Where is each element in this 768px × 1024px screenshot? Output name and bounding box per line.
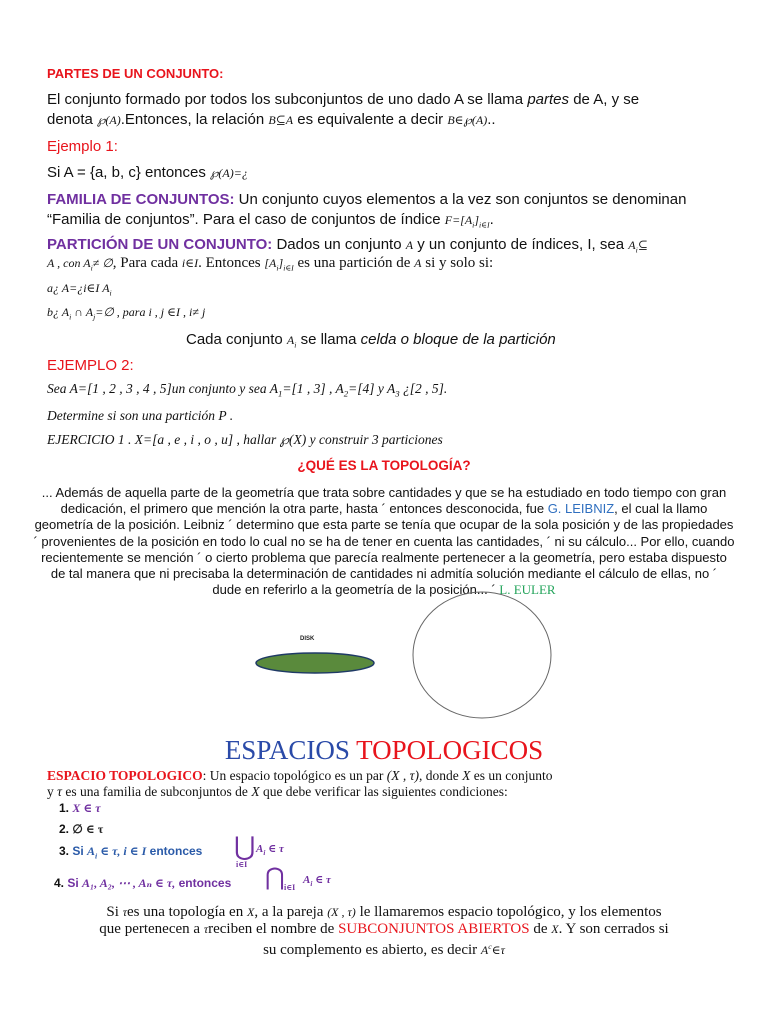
union-symbol: ⋃ [234, 832, 256, 861]
ejemplo2-line1: Sea A=[1 , 2 , 3 , 4 , 5]un conjunto y sea $A_1=[1$ , 3] , $A_2=[4]$ y $A_3$ ¿[2 , 5]. [47, 381, 448, 399]
intersection-symbol: ⋂ [265, 865, 285, 891]
union-rhs: $A_i$ ∈ τ [256, 843, 284, 858]
partes-line2: denota ℘(A).Entonces, la relación B⊆A es equivalente a decir B∈℘(A).. [47, 111, 496, 128]
cond-2: 2. ∅ ∈ τ [59, 822, 104, 836]
espacio-def-line1: ESPACIO TOPOLOGICO: Un espacio topológico es un par (X , τ), donde X es un conjunto [47, 768, 553, 783]
intersection-sub: i∈I [284, 883, 296, 892]
intersection-rhs: $A_i$ ∈ τ [303, 874, 331, 889]
ejemplo2-heading: EJEMPLO 2: [47, 357, 134, 374]
espacios-title: ESPACIOS TOPOLOGICOS [224, 735, 544, 765]
ejemplo2-ejercicio: EJERCICIO 1 . X=[a , e , i , o , u] , hallar ℘(X) y construir 3 particiones [47, 432, 443, 447]
disk-label: DISK [300, 636, 315, 642]
particion-cond-b: b¿ $A_i$ ∩ $A_j=\emptyset$ , para i , j ∈I , i≠ j [47, 305, 206, 322]
ejemplo2-line2: Determine si son una partición P . [47, 408, 234, 423]
cond-1: 1. X ∈ τ [59, 801, 101, 815]
ejemplo1-heading: Ejemplo 1: [47, 138, 118, 155]
ejemplo1-text: Si A = {a, b, c} entonces ℘(A)=¿ [47, 164, 248, 181]
familia-line2: “Familia de conjuntos”. Para el caso de conjuntos de índice $F=[A_i]_{i\in I}$. [47, 211, 494, 230]
cond-3: 3. Si $A_i$ ∈ τ, i ∈ I entonces [59, 844, 203, 861]
topologia-heading: ¿QUÉ ES LA TOPOLOGÍA? [297, 458, 471, 473]
particion-cada: Cada conjunto $A_i$ se llama celda o bloque de la partición [186, 331, 556, 350]
topologia-quote: ... Además de aquella parte de la geometría que trata sobre cantidades y que se ha estudiado en todo tiempo con gran dedicación, el primero que mención la otra parte, hasta ´ entonces desconocida, fue G. LEIBNIZ, el cual la llamo geometría de la posición. Leibniz ´ determino que esta parte se tenía que ocupar de la sola posición y de las propiedades ´ provenientes de la posición en todo lo cual no se ha de tener en cuenta las cantidades, ´ ni su cálculo... Por ello, cuando recientemente se mención ´ o cierto problema que parecía realmente pertenecer a la geometría, pero estaba dispuesto de tal manera que ni precisaba la determinación de cantidades ni admitía solución mediante el cálculo de ellas, no ´ dude en referirlo a la geometría de la posición... ´ L. EULER [33, 485, 735, 598]
partes-heading: PARTES DE UN CONJUNTO: [47, 66, 224, 81]
espacio-def-line2: y τ es una familia de subconjuntos de X que debe verificar las siguientes condiciones: [47, 784, 508, 799]
cond-4: 4. Si A₁, A₂, ⋯ , Aₙ ∈ τ, entonces [54, 876, 232, 890]
union-sub: i∈I [236, 860, 248, 869]
familia-line1: FAMILIA DE CONJUNTOS: Un conjunto cuyos elementos a la vez son conjuntos se denominan [47, 191, 687, 208]
particion-line2: A , con $A_i\ne$ ∅, Para cada i∈I. Entonces $[A_i]_{i\in I}$ es una partición de A si y solo si: [47, 255, 494, 273]
particion-cond-a: a¿ A=¿i∈I $A_i$ [47, 281, 112, 298]
disk-ellipse [256, 653, 374, 673]
particion-line1: PARTICIÓN DE UN CONJUNTO: Dados un conjunto A y un conjunto de índices, I, sea $A_i⊆$ [47, 236, 648, 255]
topology-figures [240, 590, 570, 730]
circle-shape [413, 592, 551, 718]
final-paragraph: Si τes una topología en X, a la pareja (X , τ) le llamaremos espacio topológico, y los elementos que pertenecen a τreciben el nombre de SUBCONJUNTOS ABIERTOS de X. Y son cerrados si su complemento es abierto, es decir $A^c\in\tau$ [99, 904, 669, 958]
partes-line1: El conjunto formado por todos los subconjuntos de uno dado A se llama partes de A, y se [47, 91, 640, 108]
